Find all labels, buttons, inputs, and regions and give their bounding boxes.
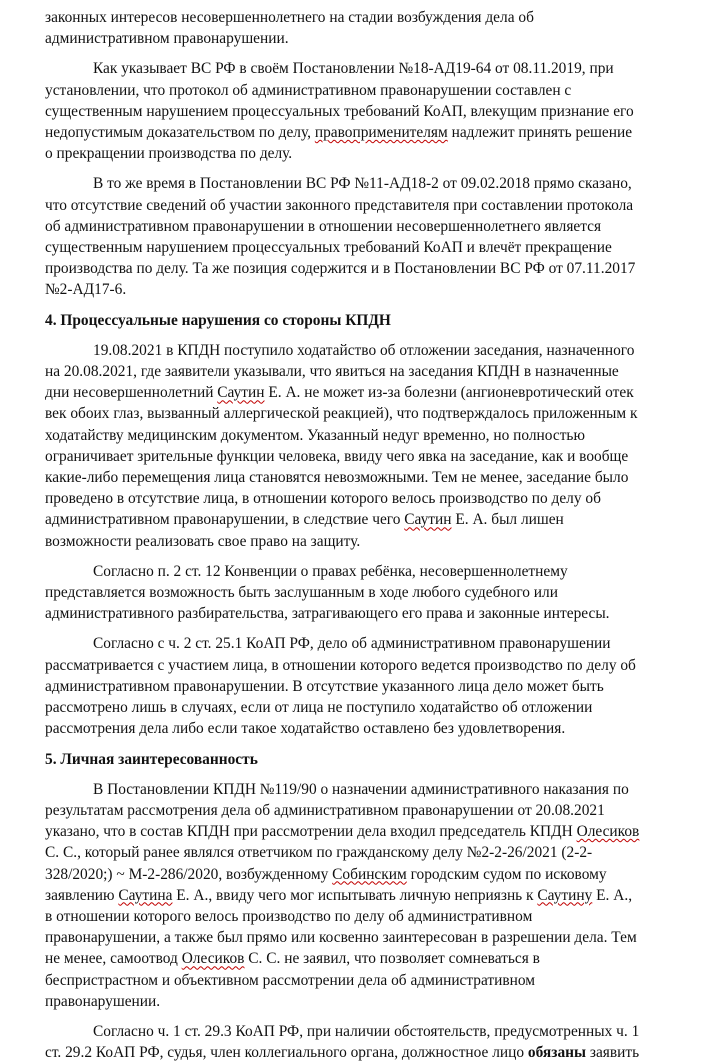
text-run: рассматривается с участием лица, в отношении которого ведется производство по делу об: [45, 656, 636, 674]
paragraph-gap: [45, 740, 686, 749]
text-line: [45, 948, 686, 969]
text-line: [45, 122, 686, 143]
text-line: [45, 800, 686, 821]
text-line: [45, 603, 686, 624]
paragraph: [45, 633, 686, 739]
text-run: рассмотрено лишь в случаях, если от лица не поступило ходатайство об отложении: [45, 699, 593, 717]
text-run: 328/2020;) ~ М-2-286/2020, возбужденному: [45, 865, 333, 883]
paragraph: [45, 7, 686, 49]
text-line: [45, 1042, 686, 1063]
text-run: административного разбирательства, затрагивающего его права и законные интересы.: [45, 605, 610, 623]
text-run: Согласно п. 2 ст. 12 Конвенции о правах ребёнка, несовершеннолетнему: [93, 562, 568, 580]
text-line: [45, 488, 686, 509]
text-run: результатам рассмотрения дела об административном правонарушении от 20.08.2021: [45, 801, 605, 819]
paragraph: [45, 1021, 686, 1063]
text-line: [45, 561, 686, 582]
spellcheck-flagged-word: Собинским: [332, 865, 407, 883]
paragraph-gap: [45, 1012, 686, 1021]
text-line: [45, 633, 686, 654]
text-line: [45, 425, 686, 446]
text-run: рассмотрения дела либо если такое ходатайство оставлено без удовлетворения.: [45, 720, 566, 738]
text-run: Е. А., ввиду чего мог испытывать личную неприязнь к: [172, 886, 538, 904]
text-run: не менее, самоотвод: [45, 950, 182, 968]
text-run: существенным нарушением процессуальных требований КоАП и влечёт прекращение: [45, 239, 612, 257]
paragraph-gap: [45, 301, 686, 310]
text-run: административном правонарушении.: [45, 30, 289, 48]
text-line: [45, 279, 686, 300]
text-run: правонарушении, а также был прямо или косвенно заинтересован в разрешении дела. Тем: [45, 929, 637, 947]
text-run: Как указывает ВС РФ в своём Постановлении №18-АД19-64 от 08.11.2019, при: [93, 60, 614, 78]
bold-text: обязаны: [527, 1044, 587, 1062]
text-run: Согласно ч. 1 ст. 29.3 КоАП РФ, при наличии обстоятельств, предусмотренных ч. 1: [93, 1022, 640, 1040]
text-run: Согласно с ч. 2 ст. 25.1 КоАП РФ, дело об административном правонарушении: [93, 635, 611, 653]
paragraph: [45, 340, 686, 552]
text-run: беспристрастном и объективном рассмотрении дела об административном: [45, 971, 536, 989]
text-run: представляется возможность быть заслушанным в ходе любого судебного или: [45, 584, 558, 602]
text-line: [45, 403, 686, 424]
spellcheck-flagged-word: Олесиков: [576, 823, 640, 841]
section-heading: 5. Личная заинтересованность: [45, 750, 258, 768]
text-run: что отсутствие сведений об участии законного представителя при составлении протокола: [45, 196, 634, 214]
spellcheck-flagged-word: Саутина: [118, 886, 173, 904]
text-run: надлежит принять решение: [447, 124, 633, 142]
spellcheck-flagged-word: правоприменителям: [314, 124, 448, 142]
text-line: [45, 80, 686, 101]
text-line: [45, 101, 686, 122]
text-line: [45, 1021, 686, 1042]
text-run: административном правонарушении. В отсутствие указанного лица дело может быть: [45, 677, 604, 695]
text-run: об административном правонарушении в отношении несовершеннолетнего является: [45, 217, 602, 235]
paragraph-gap: [45, 552, 686, 561]
text-line: [45, 58, 686, 79]
text-run: В то же время в Постановлении ВС РФ №11-АД18-2 от 09.02.2018 прямо сказано,: [93, 175, 632, 193]
paragraph-gap: [45, 624, 686, 633]
text-run: возможности реализовать свое право на защиту.: [45, 532, 361, 550]
text-run: какие-либо перемещения лица становятся невозможными. Тем не менее, заседание было: [45, 469, 629, 487]
text-line: [45, 7, 686, 28]
text-line: [45, 906, 686, 927]
text-run: №2-АД17-6.: [45, 281, 127, 299]
text-line: [45, 582, 686, 603]
text-run: Е. А. не может из-за болезни (ангионевротический отек: [264, 384, 634, 402]
spellcheck-flagged-word: Саутин: [404, 511, 452, 529]
text-run: в отношении которого велось производство по делу об административном: [45, 907, 533, 925]
text-line: [45, 885, 686, 906]
text-run: Е. А. был лишен: [451, 511, 564, 529]
paragraph-gap: [45, 331, 686, 340]
text-line: [45, 821, 686, 842]
text-line: [45, 842, 686, 863]
text-line: [45, 195, 686, 216]
text-run: о прекращении производства по делу.: [45, 145, 293, 163]
text-run: городским судом по исковому: [406, 865, 607, 883]
text-line: [45, 143, 686, 164]
spellcheck-flagged-word: Олесиков: [181, 950, 245, 968]
text-run: С. С., который ранее являлся ответчиком по гражданскому делу №2-2-26/2021 (2-2-: [45, 844, 593, 862]
text-run: ограничивает зрительные функции человека, ввиду чего явка на заседание, как и вообще: [45, 447, 629, 465]
text-line: [45, 864, 686, 885]
text-run: заявить: [586, 1044, 640, 1062]
paragraph: [45, 173, 686, 300]
text-line: [45, 446, 686, 467]
text-run: указано, что в состав КПДН при рассмотрении дела входил председатель КПДН: [45, 823, 577, 841]
spellcheck-flagged-word: Саутин: [217, 384, 265, 402]
paragraph: [45, 58, 686, 164]
text-run: ходатайству медицинским документом. Указанный недуг временно, но полностью: [45, 426, 585, 444]
text-line: [45, 237, 686, 258]
text-line: [45, 28, 686, 49]
paragraph-gap: [45, 770, 686, 779]
text-run: 19.08.2021 в КПДН поступило ходатайство об отложении заседания, назначенного: [93, 341, 635, 359]
text-run: на 20.08.2021, где заявители указывали, что явиться на заседания КПДН в назначенные: [45, 363, 619, 381]
text-run: ст. 29.2 КоАП РФ, судья, член коллегиального органа, должностное лицо: [45, 1044, 528, 1062]
text-run: заявлению: [45, 886, 119, 904]
text-line: [45, 655, 686, 676]
text-line: [45, 991, 686, 1012]
text-run: недопустимым доказательством по делу,: [45, 124, 315, 142]
text-line: [45, 509, 686, 530]
text-run: законных интересов несовершеннолетнего на стадии возбуждения дела об: [45, 9, 534, 26]
text-run: век обоих глаз, вызванный аллергической реакцией), что подтверждалось приложенным к: [45, 405, 638, 423]
section-heading: 4. Процессуальные нарушения со стороны КПДН: [45, 311, 391, 329]
text-run: Е. А.,: [592, 886, 633, 904]
paragraph: [45, 561, 686, 625]
text-line: [45, 467, 686, 488]
text-line: [45, 927, 686, 948]
text-line: [45, 361, 686, 382]
paragraph: [45, 779, 686, 1012]
text-line: [45, 258, 686, 279]
text-line: [45, 970, 686, 991]
text-line: [45, 216, 686, 237]
text-run: В Постановлении КПДН №119/90 о назначении административного наказания по: [93, 780, 629, 798]
paragraph-gap: [45, 164, 686, 173]
spellcheck-flagged-word: Саутину: [537, 886, 593, 904]
text-run: дни несовершеннолетний: [45, 384, 218, 402]
text-run: С. С. не заявил, что позволяет сомневаться в: [244, 950, 540, 968]
text-line: [45, 697, 686, 718]
text-run: административном правонарушении, в следствие чего: [45, 511, 405, 529]
text-run: производства по делу. Та же позиция содержится и в Постановлении ВС РФ от 07.11.2017: [45, 260, 636, 278]
text-line: [45, 173, 686, 194]
text-line: [45, 676, 686, 697]
text-line: [45, 531, 686, 552]
text-run: существенным нарушением процессуальных требований КоАП, влекущим признание его: [45, 102, 634, 120]
text-line: [45, 779, 686, 800]
text-line: [45, 340, 686, 361]
text-run: правонарушении.: [45, 992, 161, 1010]
paragraph-gap: [45, 49, 686, 58]
text-run: установлении, что протокол об административном правонарушении составлен с: [45, 81, 572, 99]
text-run: проведено в отсутствие лица, в отношении которого велось производство по делу об: [45, 490, 601, 508]
text-line: [45, 382, 686, 403]
text-line: [45, 718, 686, 739]
